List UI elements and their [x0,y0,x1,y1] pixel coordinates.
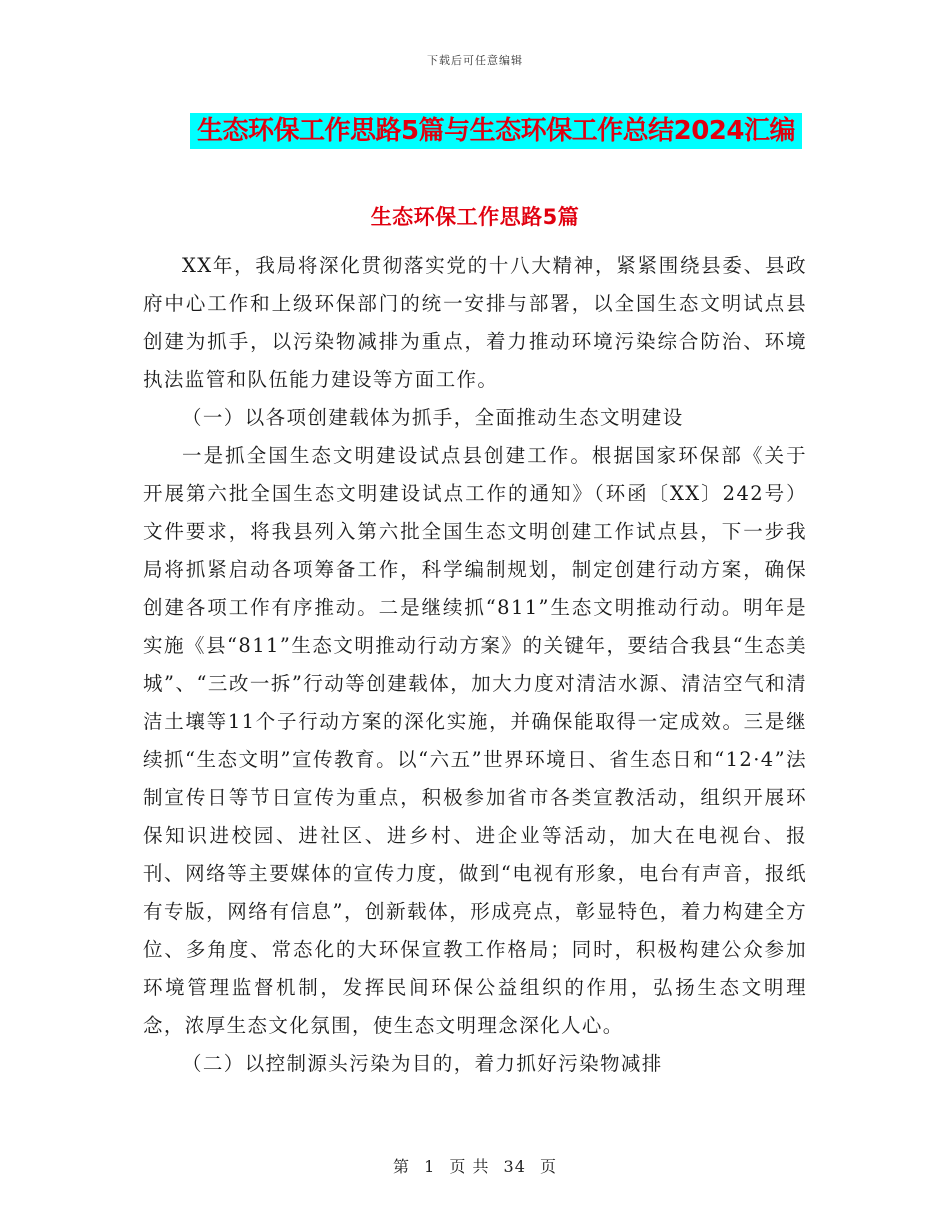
section-title: 生态环保工作思路5篇 [370,205,580,229]
paragraph-creation-work: 一是抓全国生态文明建设试点县创建工作。根据国家环保部《关于开展第六批全国生态文明建设试点工作的通知》（环函〔XX〕242号）文件要求，将我县列入第六批全国生态文明创建工作试点县，下一步我局将抓紧启动各项筹备工作，科学编制规划，制定创建行动方案，确保创建各项工作有序推动。二是继续抓“811”生态文明推动行动。明年是实施《县“811”生态文明推动行动方案》的关键年，要结合我县“生态美城”、“三改一拆”行动等创建载体，加大力度对清洁水源、清洁空气和清洁土壤等11个子行动方案的深化实施，并确保能取得一定成效。三是继续抓“生态文明”宣传教育。以“六五”世界环境日、省生态日和“12·4”法制宣传日等节日宣传为重点，积极参加省市各类宣教活动，组织开展环保知识进校园、进社区、进乡村、进企业等活动，加大在电视台、报刊、网络等主要媒体的宣传力度，做到“电视有形象，电台有声音，报纸有专版，网络有信息”，创新载体，形成亮点，彰显特色，着力构建全方位、多角度、常态化的大环保宣教工作格局；同时，积极构建公众参加环境管理监督机制，发挥民间环保公益组织的作用，弘扬生态文明理念，浓厚生态文化氛围，使生态文明理念深化人心。 [143,444,807,1037]
page-footer [0,1154,950,1177]
footer-page-number: 1 [424,1157,436,1176]
footer-prefix: 第 [392,1157,410,1176]
subheading-2: （二）以控制源头污染为目的，着力抓好污染物减排 [182,1052,663,1075]
footer-total-pages: 34 [503,1157,526,1176]
subheading-1: （一）以各项创建载体为抓手，全面推动生态文明建设 [182,406,684,429]
body-text [143,247,807,1083]
footer-suffix: 页 [540,1157,558,1176]
doc-title-highlight [190,113,802,149]
paragraph-intro: XX年，我局将深化贯彻落实党的十八大精神，紧紧围绕县委、县政府中心工作和上级环保部门的统一安排与部署，以全国生态文明试点县创建为抓手，以污染物减排为重点，着力推动环境污染综合防治、环境执法监管和队伍能力建设等方面工作。 [143,254,807,391]
footer-mid: 页 共 [449,1157,490,1176]
doc-title: 生态环保工作思路5篇与生态环保工作总结2024汇编 [197,116,795,146]
header-note: 下载后可任意编辑 [427,54,523,67]
